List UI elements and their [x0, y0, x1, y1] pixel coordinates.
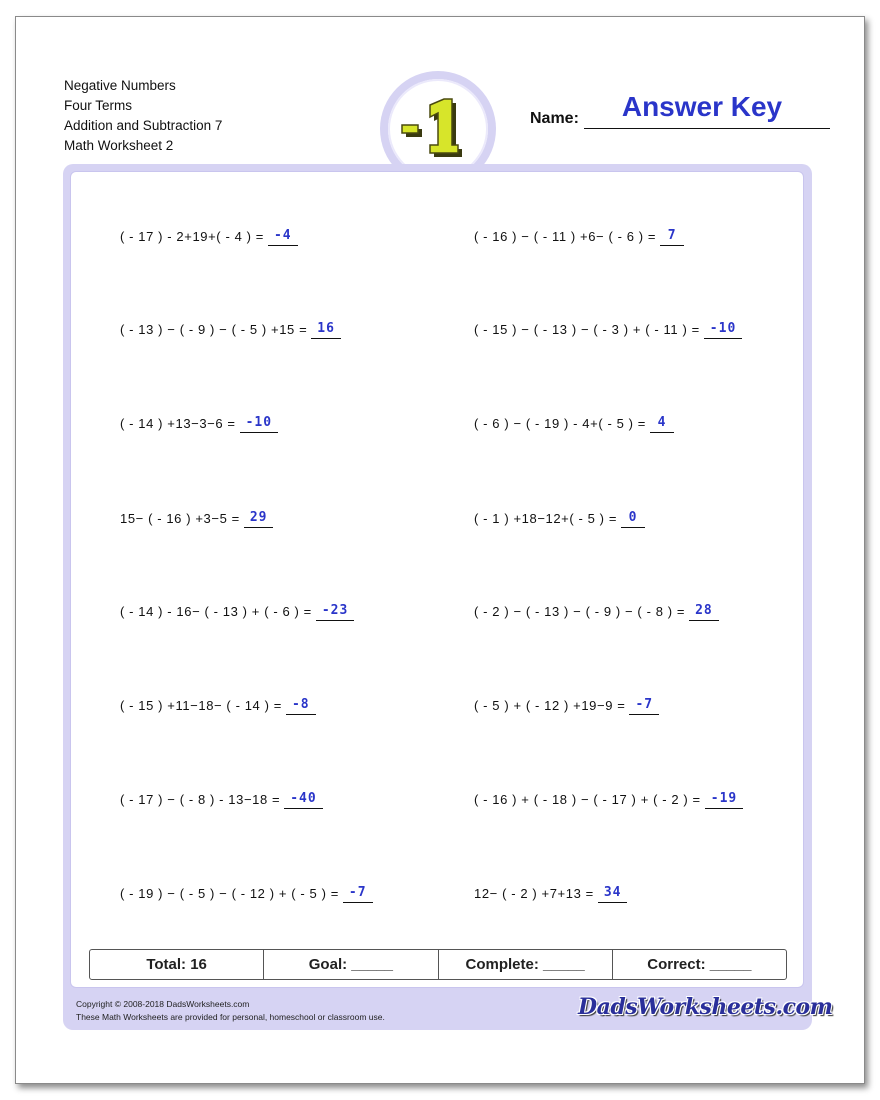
header-subtopic: Four Terms	[64, 98, 133, 113]
name-line	[584, 128, 830, 129]
problem-answer: -4	[268, 228, 298, 246]
problem-2	[474, 226, 684, 246]
problem-answer: -40	[284, 791, 322, 809]
copyright-notice	[76, 998, 385, 1024]
problem-5	[120, 413, 278, 433]
problem-8	[474, 508, 645, 528]
problem-answer: -10	[704, 321, 742, 339]
problem-equation: ( - 19 ) − ( - 5 ) − ( - 12 ) + ( - 5 ) =	[120, 886, 339, 901]
problem-answer: 7	[660, 228, 684, 246]
problem-equation: 15− ( - 16 ) +3−5 =	[120, 511, 240, 526]
worksheet-header	[64, 76, 222, 156]
problem-16	[474, 883, 627, 903]
problem-equation: 12− ( - 2 ) +7+13 =	[474, 886, 594, 901]
score-table	[89, 949, 787, 980]
problem-equation: ( - 17 ) − ( - 8 ) - 13−18 =	[120, 792, 281, 807]
problem-equation: ( - 2 ) − ( - 13 ) − ( - 9 ) − ( - 8 ) =	[474, 604, 686, 619]
problem-answer: -10	[240, 415, 278, 433]
problem-equation: ( - 14 ) - 16− ( - 13 ) + ( - 6 ) =	[120, 604, 312, 619]
name-label: Name:	[530, 110, 579, 127]
problem-1	[120, 226, 298, 246]
usage-line: These Math Worksheets are provided for personal, homeschool or classroom use.	[76, 1012, 385, 1022]
problem-equation: ( - 14 ) +13−3−6 =	[120, 416, 236, 431]
problem-14	[474, 789, 743, 809]
header-worksheet-number: Math Worksheet 2	[64, 138, 174, 153]
problem-15	[120, 883, 373, 903]
problem-9	[120, 601, 354, 621]
problem-equation: ( - 17 ) - 2+19+( - 4 ) =	[120, 229, 264, 244]
problems-panel	[70, 171, 804, 988]
header-topic: Negative Numbers	[64, 78, 176, 93]
problem-equation: ( - 15 ) +11−18− ( - 14 ) =	[120, 698, 282, 713]
problem-13	[120, 789, 323, 809]
problem-answer: -19	[705, 791, 743, 809]
problem-equation: ( - 15 ) − ( - 13 ) − ( - 3 ) + ( - 11 ) =	[474, 322, 700, 337]
problem-answer: -8	[286, 697, 316, 715]
problem-answer: 28	[689, 603, 719, 621]
copyright-line: Copyright © 2008-2018 DadsWorksheets.com	[76, 999, 250, 1009]
problem-answer: -23	[316, 603, 354, 621]
problem-equation: ( - 13 ) − ( - 9 ) − ( - 5 ) +15 =	[120, 322, 308, 337]
problem-equation: ( - 16 ) − ( - 11 ) +6− ( - 6 ) =	[474, 229, 657, 244]
problem-12	[474, 695, 659, 715]
problem-answer: 34	[598, 885, 628, 903]
problem-answer: -7	[629, 697, 659, 715]
problem-equation: ( - 1 ) +18−12+( - 5 ) =	[474, 511, 618, 526]
problem-answer: -7	[343, 885, 373, 903]
problem-answer: 29	[244, 510, 274, 528]
site-logo: DadsWorksheets.com	[578, 994, 833, 1020]
header-operation: Addition and Subtraction 7	[64, 118, 223, 133]
problem-4	[474, 319, 742, 339]
problem-3	[120, 319, 341, 339]
problem-6	[474, 413, 674, 433]
problem-equation: ( - 6 ) − ( - 19 ) - 4+( - 5 ) =	[474, 416, 646, 431]
score-complete: Complete: _____	[439, 950, 613, 979]
problem-answer: 0	[621, 510, 645, 528]
problem-11	[120, 695, 316, 715]
problem-answer: 16	[311, 321, 341, 339]
score-goal: Goal: _____	[264, 950, 438, 979]
problem-equation: ( - 16 ) + ( - 18 ) − ( - 17 ) + ( - 2 ) =	[474, 792, 701, 807]
problem-7	[120, 508, 273, 528]
answer-key-title: Answer Key	[621, 91, 783, 122]
problem-equation: ( - 5 ) + ( - 12 ) +19−9 =	[474, 698, 626, 713]
score-total: Total: 16	[90, 950, 264, 979]
score-correct: Correct: _____	[647, 956, 752, 973]
problem-answer: 4	[650, 415, 674, 433]
problem-10	[474, 601, 719, 621]
